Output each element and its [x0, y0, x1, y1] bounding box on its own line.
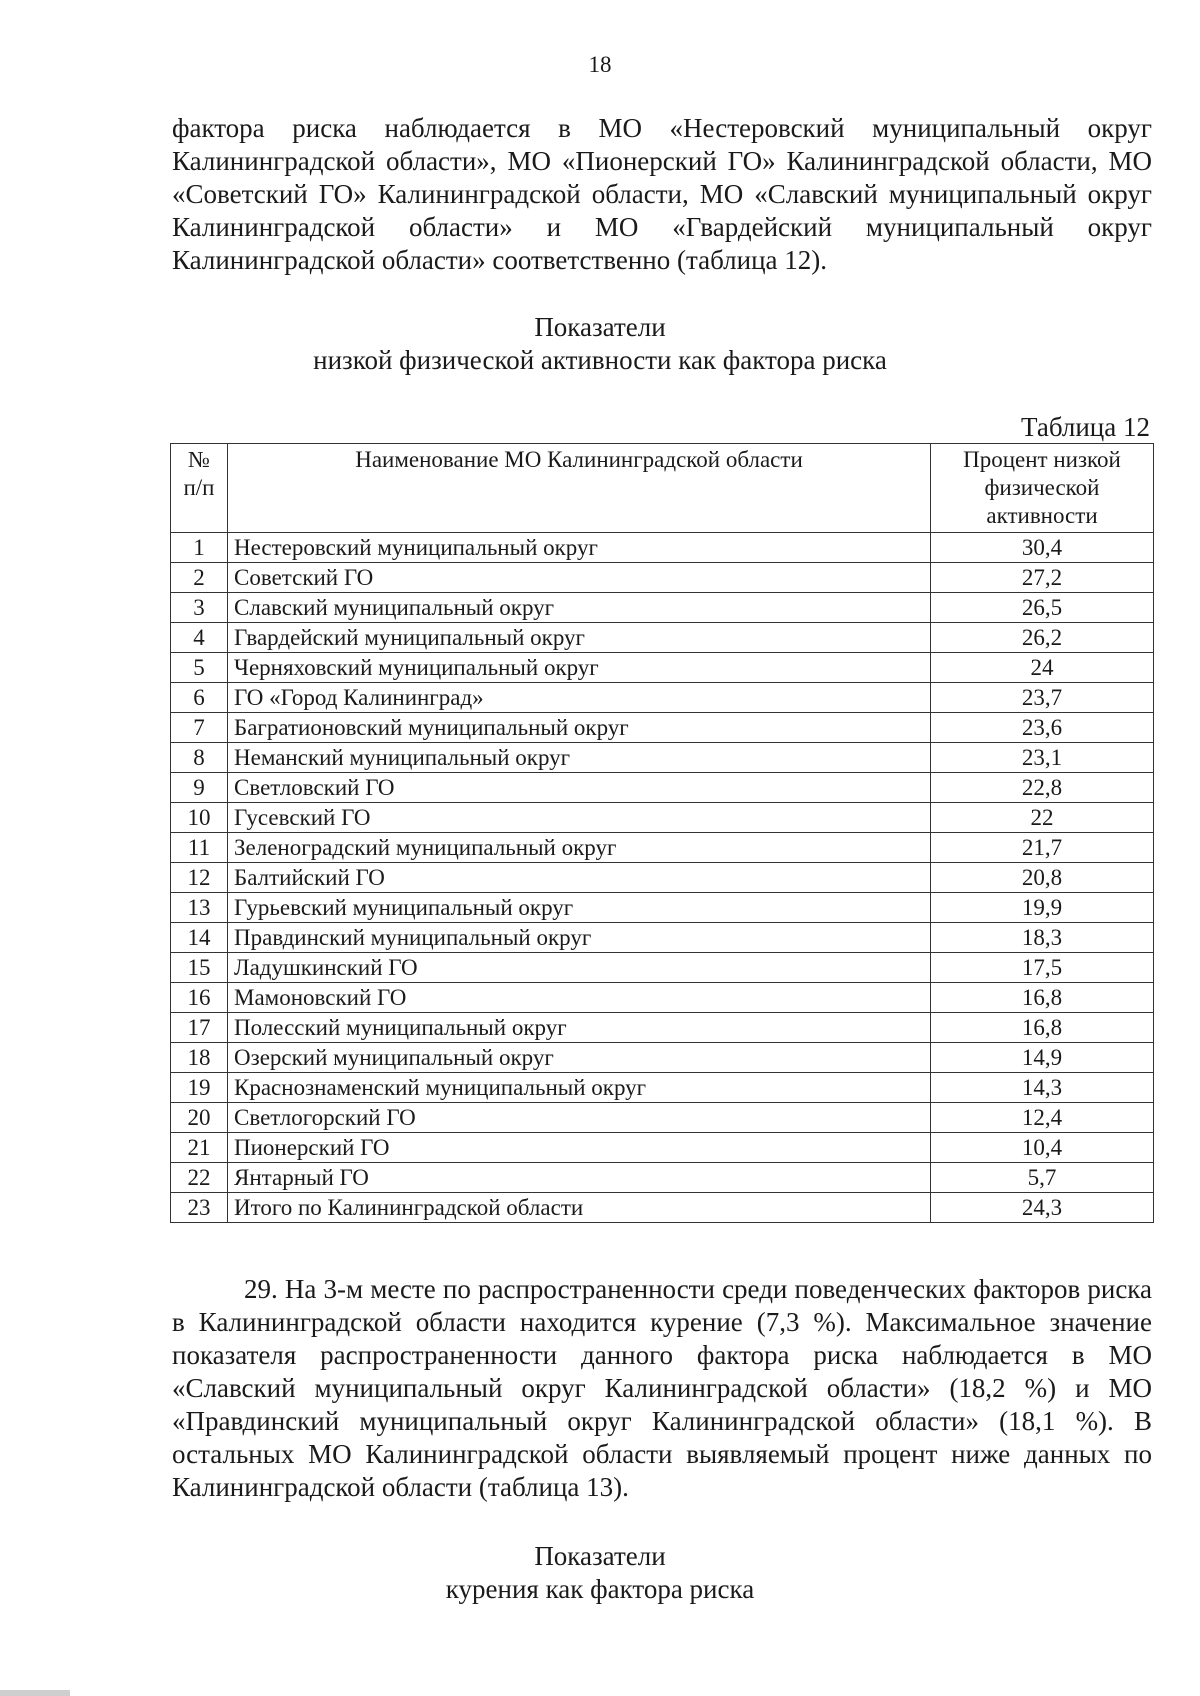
row-number: 11 [171, 833, 228, 863]
table-12-caption [0, 311, 1200, 377]
row-number: 16 [171, 983, 228, 1013]
caption-line-1: Показатели [534, 312, 666, 342]
table-row [171, 1043, 1154, 1073]
row-number: 19 [171, 1073, 228, 1103]
table-row [171, 1133, 1154, 1163]
table-row [171, 533, 1154, 563]
table-row [171, 563, 1154, 593]
row-mo-name: Светловский ГО [228, 773, 931, 803]
table-row [171, 803, 1154, 833]
table-label: Таблица 12 [1021, 412, 1150, 442]
row-number: 13 [171, 893, 228, 923]
row-mo-name: Пионерский ГО [228, 1133, 931, 1163]
table-row [171, 1163, 1154, 1193]
row-percent: 23,7 [931, 683, 1154, 713]
table-row [171, 773, 1154, 803]
row-mo-name: Гусевский ГО [228, 803, 931, 833]
header-name: Наименование МО Калининградской области [228, 444, 931, 533]
row-number: 2 [171, 563, 228, 593]
row-percent: 5,7 [931, 1163, 1154, 1193]
table-row [171, 893, 1154, 923]
row-percent: 10,4 [931, 1133, 1154, 1163]
row-percent: 26,2 [931, 623, 1154, 653]
row-number: 17 [171, 1013, 228, 1043]
row-number: 5 [171, 653, 228, 683]
row-mo-name: Нестеровский муниципальный округ [228, 533, 931, 563]
caption-line-2: низкой физической активности как фактора риска [313, 345, 887, 375]
scan-edge-mark [0, 1690, 70, 1696]
row-number: 12 [171, 863, 228, 893]
row-percent: 22 [931, 803, 1154, 833]
table-row [171, 743, 1154, 773]
physical-activity-table [170, 443, 1154, 1223]
table-row [171, 983, 1154, 1013]
row-percent: 24 [931, 653, 1154, 683]
row-percent: 14,9 [931, 1043, 1154, 1073]
row-mo-name: Озерский муниципальный округ [228, 1043, 931, 1073]
table-row [171, 593, 1154, 623]
page-number: 18 [588, 52, 612, 77]
table-13-caption [0, 1540, 1200, 1606]
row-mo-name: Славский муниципальный округ [228, 593, 931, 623]
table-row [171, 1013, 1154, 1043]
row-mo-name: Светлогорский ГО [228, 1103, 931, 1133]
table-row [171, 653, 1154, 683]
row-number: 6 [171, 683, 228, 713]
row-number: 9 [171, 773, 228, 803]
row-mo-name: Мамоновский ГО [228, 983, 931, 1013]
row-percent: 12,4 [931, 1103, 1154, 1133]
row-percent: 21,7 [931, 833, 1154, 863]
table-row [171, 713, 1154, 743]
row-percent: 22,8 [931, 773, 1154, 803]
row-mo-name: Неманский муниципальный округ [228, 743, 931, 773]
row-percent: 17,5 [931, 953, 1154, 983]
table-row [171, 863, 1154, 893]
table-row [171, 923, 1154, 953]
row-percent: 16,8 [931, 1013, 1154, 1043]
table-row [171, 623, 1154, 653]
row-number: 10 [171, 803, 228, 833]
table-row [171, 833, 1154, 863]
row-mo-name: Гурьевский муниципальный округ [228, 893, 931, 923]
row-mo-name: Советский ГО [228, 563, 931, 593]
header-value: Процент низкой физической активности [931, 444, 1154, 533]
row-mo-name: Зеленоградский муниципальный округ [228, 833, 931, 863]
row-mo-name: Гвардейский муниципальный округ [228, 623, 931, 653]
row-percent: 16,8 [931, 983, 1154, 1013]
row-number: 20 [171, 1103, 228, 1133]
caption-line-1: Показатели [534, 1541, 666, 1571]
header-num: № п/п [171, 444, 228, 533]
row-mo-name: ГО «Город Калининград» [228, 683, 931, 713]
row-mo-name: Краснознаменский муниципальный округ [228, 1073, 931, 1103]
row-percent: 14,3 [931, 1073, 1154, 1103]
table-row [171, 953, 1154, 983]
table-body [171, 533, 1154, 1223]
row-number: 14 [171, 923, 228, 953]
table-row [171, 1103, 1154, 1133]
row-mo-name: Полесский муниципальный округ [228, 1013, 931, 1043]
row-mo-name: Итого по Калининградской области [228, 1193, 931, 1223]
row-number: 15 [171, 953, 228, 983]
row-mo-name: Багратионовский муниципальный округ [228, 713, 931, 743]
caption-line-2: курения как фактора риска [445, 1574, 755, 1604]
row-number: 21 [171, 1133, 228, 1163]
row-mo-name: Янтарный ГО [228, 1163, 931, 1193]
row-number: 7 [171, 713, 228, 743]
row-number: 18 [171, 1043, 228, 1073]
row-mo-name: Балтийский ГО [228, 863, 931, 893]
row-percent: 23,6 [931, 713, 1154, 743]
row-number: 1 [171, 533, 228, 563]
row-percent: 30,4 [931, 533, 1154, 563]
row-percent: 19,9 [931, 893, 1154, 923]
row-percent: 27,2 [931, 563, 1154, 593]
row-percent: 24,3 [931, 1193, 1154, 1223]
table-row [171, 1073, 1154, 1103]
row-percent: 26,5 [931, 593, 1154, 623]
table-header-row [171, 444, 1154, 533]
row-number: 4 [171, 623, 228, 653]
table-row [171, 1193, 1154, 1223]
row-percent: 18,3 [931, 923, 1154, 953]
row-percent: 20,8 [931, 863, 1154, 893]
paragraph-29: 29. На 3-м месте по распространенности среди поведенческих факторов риска в Калининградской области находится курение (7,3 %). Максимальное значение показателя распространенности данного фактора риска наблюдается в МО «Славский муниципальный округ Калининградской области» (18,2 %) и МО «Правдинский муниципальный округ Калининградской области» (18,1 %). В остальных МО Калининградской области выявляемый процент ниже данных по Калининградской области (таблица 13). [172, 1274, 1152, 1502]
row-mo-name: Ладушкинский ГО [228, 953, 931, 983]
row-mo-name: Черняховский муниципальный округ [228, 653, 931, 683]
row-number: 22 [171, 1163, 228, 1193]
row-number: 3 [171, 593, 228, 623]
row-mo-name: Правдинский муниципальный округ [228, 923, 931, 953]
table-row [171, 683, 1154, 713]
row-percent: 23,1 [931, 743, 1154, 773]
row-number: 23 [171, 1193, 228, 1223]
row-number: 8 [171, 743, 228, 773]
paragraph-intro: фактора риска наблюдается в МО «Нестеровский муниципальный округ Калининградской области», МО «Пионерский ГО» Калининградской области, МО «Советский ГО» Калининградской области, МО «Славский муниципальный округ Калининградской области» и МО «Гвардейский муниципальный округ Калининградской области» соответственно (таблица 12). [172, 113, 1152, 275]
